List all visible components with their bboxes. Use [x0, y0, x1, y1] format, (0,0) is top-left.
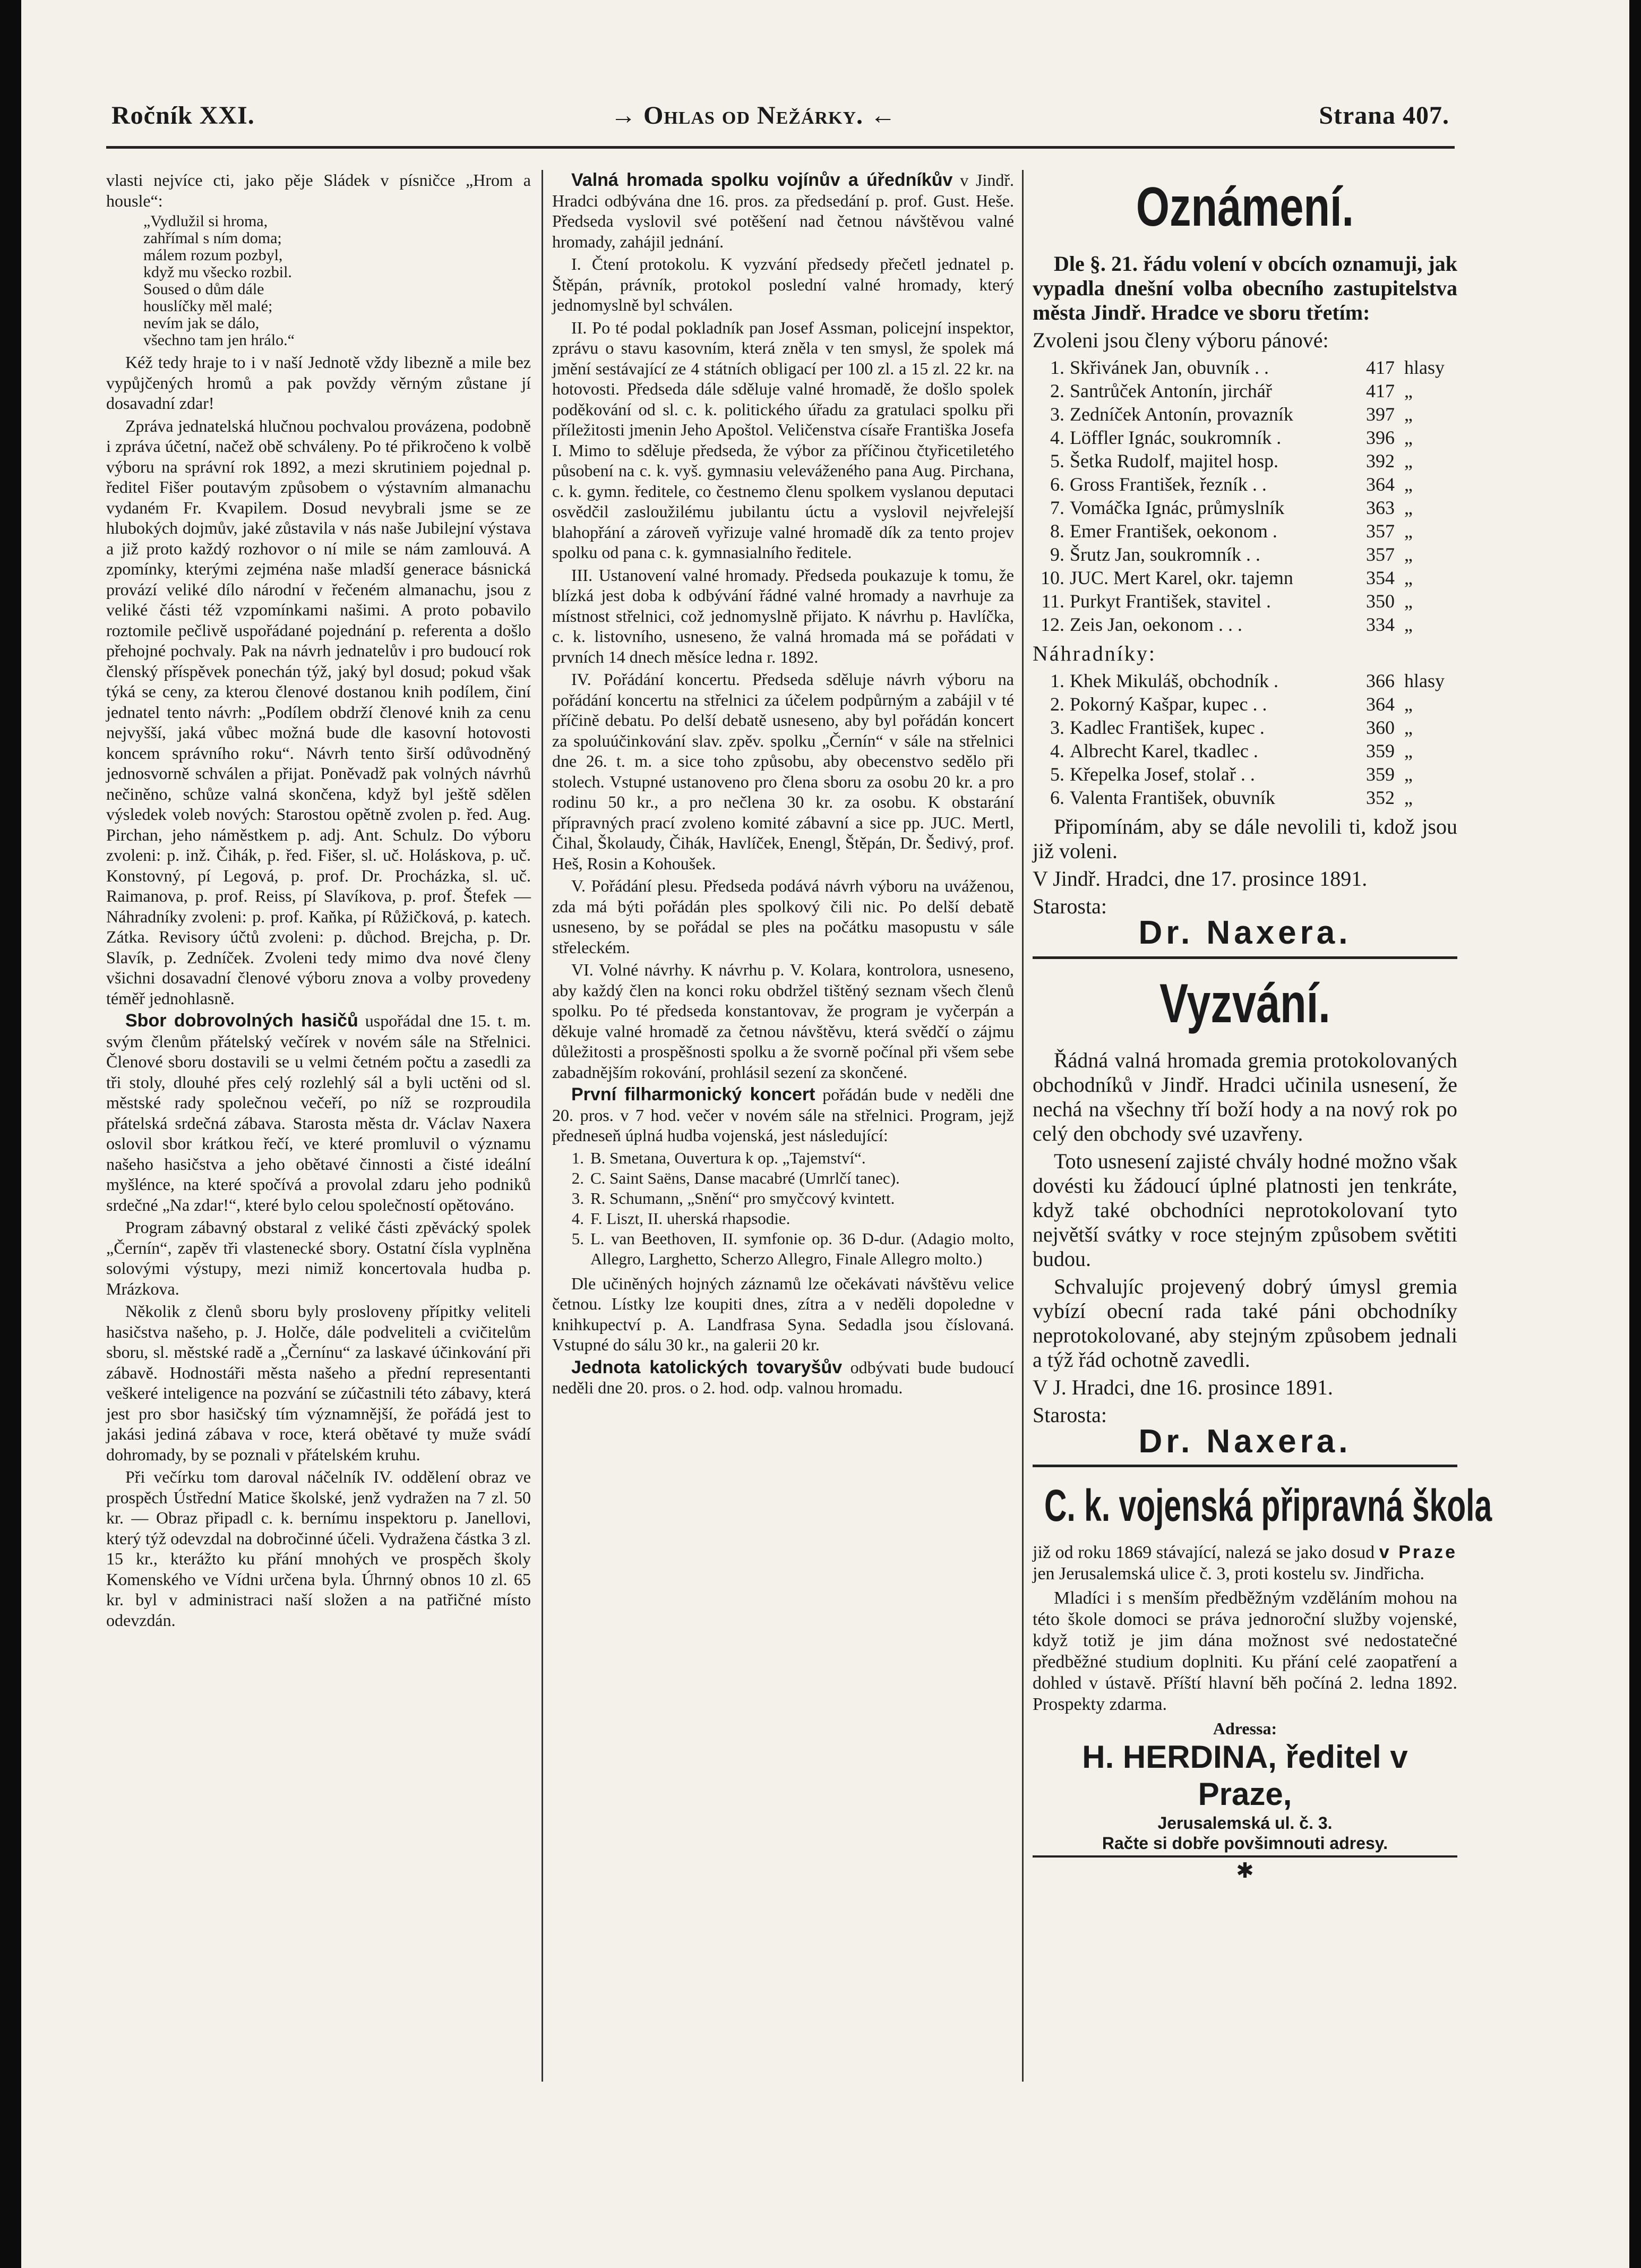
table-row: 11. Purkyt František, stavitel . 350 „ — [1041, 590, 1413, 612]
article-koncert — [552, 1084, 1014, 1146]
left-scan-border — [0, 0, 21, 2268]
end-mark-icon: ✱ — [1236, 1859, 1254, 1882]
substitutes-table — [1033, 669, 1457, 809]
column-2 — [552, 170, 1014, 1400]
article-valna-hromada — [552, 170, 1014, 252]
table-row: 5. Šetka Rudolf, majitel hosp. 392 „ — [1050, 450, 1413, 472]
paragraph: IV. Pořádání koncertu. Předseda sděluje návrh výboru na pořádání koncertu na střelnici za účelem podpůrným a zabájil v té příčině debatu. Po delší debatě usneseno, aby byl pořádán koncert za spoluúčinkování slav. zpěv. spolku „Černín“ v sále na střelnici dne 26. t. m. a sice toho způsobu, aby obecenstvo sedělo při stolech. Vstupné ustanoveno pro člena sboru za osobu 20 kr. a pro rodinu 50 kr., a pro nečlena 30 kr. za osobu. K obstarání přípravných prací zvoleno komité zábavní a sice pp. JUC. Mertl, Čihal, Školaudy, Čihák, Havlíček, Enengl, Štěpán, Dr. Šedivý, prof. Heš, Rosin a Kohoušek. — [552, 670, 1014, 873]
paragraph: Zpráva jednatelská hlučnou pochvalou provázena, podobně i zpráva účetní, načež obě schváleny. Po té přikročeno k volbě výboru na správní rok 1892, a mezi skrutiniem pojednal p. ředitel Fišer poutavým způsobem o výstavním almanachu vydaném Fr. Kvapilem. Dosud nevybrali jsme se ze hlubokých dojmův, jaké zůstavila v nás naše Jubilejní výstava a již proto každý rozhovor o ní mile se nám zamlouvá. A zpomínky, kterými zejména naše mladší generace básnická provází veliké dílo národní v řečeném almanachu, jsou z veliké části též vzpomínkami našimi. A proto pobavilo roztomile pečlivě uspořádané pojednání p. referenta a došlo přehojné pochvaly. Pak na návrh jednatelův i pro budoucí rok členský příspěvek ponechán týž, jaký byl dosud; pokud však týká se ceny, za kterou členové dostanou knih podílem, činí jednatel tento návrh: „Podílem obdrží členové knih za cenu nejvyšší, jaká vůbec možná bude dle kasovní hotovosti koncem správního roku“. Návrh tento širší odůvodněný jednosvorně schválen a přijat. Poněvadž pak volných návrhů nečiněno, schůze valná skončena, když byl ještě sdělen výsledek voleb nových: Starostou opětně zvolen p. řed. Aug. Pirchan, jeho náměstkem p. adj. Ant. Schulz. Do výboru zvoleni: p. inž. Čihák, p. řed. Fišer, sl. uč. Holáskova, p. uč. Konstovný, pí Legová, p. prof. Dr. Procházka, sl. uč. Raimanova, p. prof. Reiss, pí Slavíkova, p. prof. Štefek — Náhradníky zvoleni: p. prof. Kaňka, pí Růžičková, p. katech. Zátka. Revisory účtů zvoleni: p. důchod. Brejcha, p. Dr. Slavík, p. Zedníček. Zvoleni tedy mimo dva nové členy všichni dosavadní členové výboru znova a volby provedeny téměř jednohlasně. — [106, 416, 531, 1008]
poem-line: když mu všecko rozbil. — [143, 263, 292, 281]
poem — [143, 213, 531, 349]
poem-line: „Vydlužil si hroma, — [143, 212, 268, 230]
paragraph: Program zábavný obstaral z veliké části zpěvácký spolek „Černín“, zapěv tři vlastenecké sbory. Ostatní čísla vyplněna solovými výstupy, mezi nimiž koncertovala hudba p. Mrázkova. — [106, 1218, 531, 1298]
paragraph: VI. Volné návrhy. K návrhu p. V. Kolara, kontrolora, usneseno, aby každý člen na konci roku obdržel tištěný seznam všech členů spolku. Po té předseda konstantovav, že program je vyčerpán a děkuje valné hromadě za četnou návštěvu, která svědčí o zájmu důležitosti a prospěšnosti spolku a že svorně počínal při všem sebe zabadnějším rokování, prohlásil sezení za skončené. — [552, 960, 1014, 1082]
table-row: 4. Löffler Ignác, soukromník . 396 „ — [1050, 427, 1413, 448]
article-heading: Sbor dobrovolných hasičů — [125, 1011, 358, 1031]
paragraph: Řádná valná hromada gremia protokolovaných obchodníků v Jindř. Hradci učinila usnesení, že nechá na všechny tří boží hody a na nový rok po celý den obchody své uzavřeny. — [1033, 1048, 1457, 1145]
table-row: 4. Albrecht Karel, tkadlec . 359 „ — [1050, 740, 1413, 761]
vyzvani-notice — [1033, 1048, 1457, 1427]
column-1 — [106, 170, 531, 1632]
paragraph: Toto usnesení zajisté chvály hodné možno však dovésti ku žádoucí úplné platnosti jen tenkráte, když také obchodníci neprotokolovaní tyto největší svátky v roce stejným způsobem světiti budou. — [1033, 1149, 1457, 1271]
poem-line: málem rozum pozbyl, — [143, 246, 283, 264]
vyzvani-date: V J. Hradci, dne 16. prosince 1891. — [1033, 1375, 1333, 1399]
praha-highlight: v Praze — [1379, 1542, 1457, 1562]
table-row: 2. Pokorný Kašpar, kupec . . 364 „ — [1050, 694, 1413, 715]
table-row: 2. Santrůček Antonín, jirchář 417 „ — [1050, 380, 1413, 401]
program-item: 1. B. Smetana, Ouvertura k op. „Tajemství“. — [571, 1148, 866, 1167]
article-text: pořádán bude v neděli dne 20. pros. v 7 hod. večer v novém sále na střelnici. Program, jejž předneseň úplná hudba vojenská, jest následující: — [552, 1085, 1015, 1145]
article-intro: vlasti nejvíce cti, jako pěje Sládek v písničce „Hrom a housle“: — [106, 170, 531, 210]
program-item: 5. L. van Beethoven, II. symfonie op. 36 D-dur. (Adagio molto, Allegro, Larghetto, Scherzo Allegro, Finale Allegro molto.) — [571, 1229, 1014, 1268]
table-row: 10. JUC. Mert Karel, okr. tajemn 354 „ — [1041, 567, 1413, 588]
page-number: Strana 407. — [1319, 101, 1449, 130]
table-row: 3. Kadlec František, kupec . 360 „ — [1050, 717, 1413, 738]
table-row: 9. Šrutz Jan, soukromník . . 357 „ — [1050, 544, 1413, 565]
oznameni-title: Oznámení. — [1136, 176, 1354, 238]
paragraph: I. Čtení protokolu. K vyzvání předsedy přečetl jednatel p. Štěpán, právník, protokol poslední valné hromady, který jednomyslně byl schválen. — [552, 254, 1014, 314]
starosta-label: Starosta: — [1033, 1402, 1107, 1427]
header-rule — [106, 146, 1455, 149]
program-item: 4. F. Liszt, II. uherská rhapsodie. — [571, 1209, 791, 1228]
oznameni-notice — [1033, 252, 1457, 353]
elected-table — [1033, 356, 1457, 636]
article-text: v Jindř. Hradci odbývána dne 16. pros. za předsedání p. prof. Gust. Heše. Předseda vyslovil své potěšení nad četnou návštěvou valné hromady, zahájil jednání. — [552, 170, 1014, 251]
article-text: uspořádal dne 15. t. m. svým členům přátelský večírek v novém sále na Střelnici. Členové sboru dostavili se u velmi četném počtu a zasedli za tři stoly, dlouhé přes celý rozlehlý sál a byli uctěni od sl. městské rady společnou večeří, po níž se rozproudila přátelská srdečná zábava. Starosta města dr. Václav Naxera oslovil sbor krátkou řečí, ve které promluvil o významu našeho hasičstva a jeho obětavé činnosti a čisté ideální myšlénce, na které spočívá a provolal zdaru jeho podniků srdečné „Na zdar!“, které bylo celou společností opětováno. — [106, 1011, 531, 1214]
poem-line: nevím jak se dálo, — [143, 314, 260, 332]
oznameni-intro: Dle §. 21. řádu volení v obcích oznamuji, jak vypadla dnešní volba obecního zastupitelstva města Jindř. Hradce ve sboru třetím: — [1033, 252, 1457, 324]
table-row: 1. Khek Mikuláš, obchodník . 366 hlasy — [1050, 670, 1445, 691]
director-name: H. HERDINA, ředitel v Praze, — [1082, 1739, 1408, 1812]
page-header — [111, 101, 1449, 143]
concert-program — [563, 1148, 1014, 1269]
paragraph: Schvalujíc projevený dobrý úmysl gremia vybízí obecní rada také páni obchodníky neprotokolované, aby stejným způsobem jednali a týž řád ochotně zavedli. — [1033, 1274, 1457, 1372]
director-address: Jerusalemská ul. č. 3. — [1157, 1813, 1333, 1833]
poem-line: Soused o dům dále — [143, 280, 264, 298]
article-heading: Valná hromada spolku vojínův a úředníkův — [571, 170, 953, 190]
poem-line: houslíčky měl malé; — [143, 297, 273, 315]
paragraph: II. Po té podal pokladník pan Josef Assman, policejní inspektor, zprávu o stavu kasovním, která zněla v ten smysl, že spolek má jmění sestávající ze 4 státních obligací per 100 zl. a 15 zl. 22 kr. na hotovosti. Předseda dále sděluje valné hromadě, že došlo spolek poděkování od sl. c. k. politického úřadu za gratulaci spolku při příležitosti jmenin Jeho Apoštol. Veličenstva císaře Františka Josefa I. Mimo to sděluje předseda, že výbor za příčinou čtyřicetiletého působení na c. k. vyš. gymnasiu veleváženého pana Aug. Pirchana, c. k. gymn. ředitele, co čestnemo členu spolkem vyslanou deputaci osvědčil zasloužilému jubilantu úctu a vyslovil nejvřelejší blahopřání a zároveň vyřizuje valné hromadě dík za tento projev spolku od pana c. k. gymnasialního ředitele. — [552, 318, 1014, 562]
table-row: 1. Skřivánek Jan, obuvník . . 417 hlasy — [1050, 357, 1445, 378]
table-row: 12. Zeis Jan, oekonom . . . 334 „ — [1041, 614, 1413, 635]
table-row: 6. Valenta František, obuvník 352 „ — [1050, 787, 1413, 808]
address-note: Račte si dobře povšimnouti adresy. — [1033, 1833, 1457, 1858]
table-row: 7. Vomáčka Ignác, průmyslník 363 „ — [1050, 497, 1413, 518]
newspaper-title: → Ohlas od Nežárky. ← — [611, 101, 897, 130]
program-item: 3. R. Schumann, „Snění“ pro smyčcový kvintett. — [571, 1188, 895, 1208]
substitutes-label: Náhradníky: — [1033, 641, 1156, 665]
address-label: Adressa: — [1213, 1719, 1277, 1738]
paragraph: Při večírku tom daroval náčelník IV. oddělení obraz ve prospěch Ústřední Matice školské, jenž vydražen na 7 zl. 50 kr. — Obraz připadl c. k. bernímu inspektoru p. Janellovi, který týž odevzdal na dobročinné účeli. Vydražena částka 3 zl. 15 kr., kterážto ku přání mnohých ve prospěch školy Komenského ve Vídni určena byla. Úhrnný obnos 10 zl. 65 kr. byl v administraci naší složen a na patřičné místo odevzdán. — [106, 1467, 531, 1630]
right-scan-border — [1629, 0, 1641, 2268]
paragraph: Mladíci i s menším předběžným vzděláním mohou na této škole domoci se práva jednoroční služby vojenské, když totiž je jim dána možnost své nedostatečné předběžné studium doplniti. Ku přání celé zaopatření a dohled v ústavě. Příští hlavní běh počíná 2. ledna 1892. Prospekty zdarma. — [1033, 1588, 1457, 1714]
table-row: 5. Křepelka Josef, stolař . . 359 „ — [1050, 764, 1413, 785]
vyzvani-title: Vyzvání. — [1159, 972, 1330, 1034]
paragraph: V. Pořádání plesu. Předseda podává návrh výboru na uváženou, zda má býti pořádán ples spolkový čili nic. Po delší debatě usneseno, by se pořádal se ples na počátku masopustu v sále střeleckém. — [552, 876, 1014, 957]
section-rule — [1033, 1465, 1457, 1467]
section-rule — [1033, 956, 1457, 959]
school-location: již od roku 1869 stávající, nalezá se jako dosud v Praze jen Jerusalemská ulice č. 3, proti kostelu sv. Jindřicha. — [1033, 1542, 1457, 1584]
starosta-label: Starosta: — [1033, 894, 1107, 918]
article-text: odbývati bude budoucí neděli dne 20. pros. o 2. hod. odp. valnou hromadu. — [552, 1357, 1015, 1397]
table-row: 8. Emer František, oekonom . 357 „ — [1050, 520, 1413, 542]
article-heading: První filharmonický koncert — [571, 1084, 815, 1105]
column-divider-1 — [542, 170, 543, 2082]
oznameni-date: V Jindř. Hradci, dne 17. prosince 1891. — [1033, 867, 1368, 891]
poem-line: zahřímal s ním doma; — [143, 229, 282, 247]
mayor-signature: Dr. Naxera. — [1138, 914, 1352, 951]
poem-line: všechno tam jen hrálo.“ — [143, 331, 295, 349]
paragraph: III. Ustanovení valné hromady. Předseda poukazuje k tomu, že blízká jest doba k odbývání řádné valné hromady a navrhuje za místnost střelnici, což jednomyslně přijato. K návrhu p. Havlíčka, c. k. listovního, usneseno, že valná hromada má se pořádati v prvních 14 dnech měsíce ledna r. 1892. — [552, 565, 1014, 666]
school-ad — [1033, 1542, 1457, 1715]
table-row: 6. Gross František, řezník . . 364 „ — [1050, 474, 1413, 495]
column-3 — [1033, 170, 1492, 1882]
school-ad-title: C. k. vojenská připravná škola — [1044, 1480, 1492, 1530]
elected-label: Zvoleni jsou členy výboru pánové: — [1033, 328, 1329, 352]
program-item: 2. C. Saint Saëns, Danse macabré (Umrlčí tanec). — [571, 1168, 900, 1187]
mayor-signature: Dr. Naxera. — [1138, 1423, 1352, 1460]
article-heading: Jednota katolických tovaryšův — [571, 1357, 843, 1377]
table-row: 3. Zedníček Antonín, provazník 397 „ — [1050, 404, 1413, 425]
paragraph: Několik z členů sboru byly prosloveny přípitky veliteli hasičstva našeho, p. J. Holče, dále podveliteli a cvičitelům sboru, sl. městské radě a „Černínu“ za laskavé účinkování při zábavě. Hodnostáři města našeho a přední representanti veškeré inteligence na pozvání se zúčastnili této zábavy, která jest pro sbor hasičský tím významnější, že pořádá jest to jakási jediná zábava v roce, která obětavé ty muže svádí dohromady, by se poznali v přátelském kruhu. — [106, 1302, 531, 1464]
volume-number: Ročník XXI. — [111, 101, 255, 130]
column-divider-2 — [1022, 170, 1024, 2082]
paragraph: Kéž tedy hraje to i v naší Jednotě vždy libezně a mile bez vypůjčených hromů a pak povždy věrným zůstane jí dosavadní zdar! — [106, 353, 531, 413]
article-jednota — [552, 1357, 1014, 1398]
paragraph: Dle učiněných hojných záznamů lze očekávati návštěvu velice četnou. Lístky lze koupiti dnes, zítra a v neděli dopoledne v knihkupectví p. A. Landfrasa Syna. Sedadla jsou číslovaná. Vstupné do sálu 30 kr., na galerii 20 kr. — [552, 1273, 1014, 1354]
article-hasici — [106, 1011, 531, 1215]
oznameni-reminder: Připomínám, aby se dále nevolili ti, kdož jsou již voleni. — [1033, 815, 1457, 863]
